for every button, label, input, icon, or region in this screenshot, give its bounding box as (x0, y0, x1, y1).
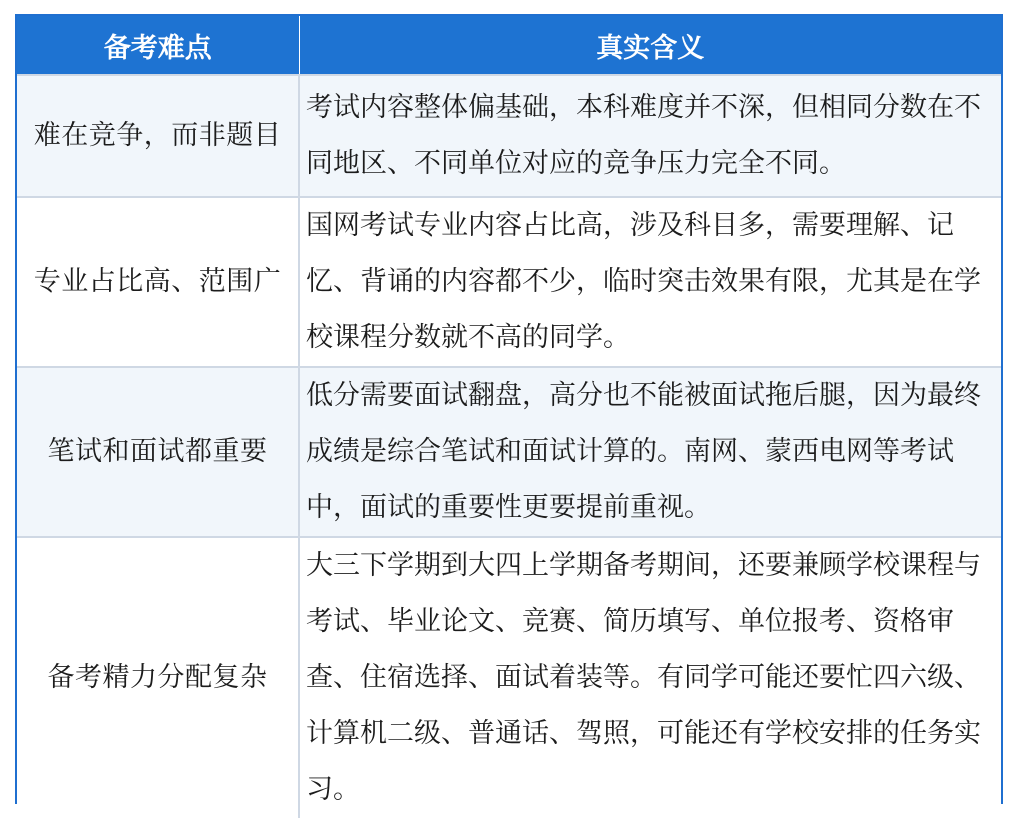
meaning-cell: 低分需要面试翻盘，高分也不能被面试拖后腿，因为最终成绩是综合笔试和面试计算的。南网、蒙西电网等考试中，面试的重要性更要提前重视。 (299, 367, 1001, 537)
comparison-table-container (15, 14, 1003, 804)
header-meaning: 真实含义 (299, 16, 1001, 75)
difficulty-cell: 专业占比高、范围广 (17, 197, 299, 367)
table-header-row (17, 16, 1001, 75)
table-row (17, 75, 1001, 197)
table-row (17, 537, 1001, 818)
header-difficulty: 备考难点 (17, 16, 299, 75)
meaning-cell: 考试内容整体偏基础，本科难度并不深，但相同分数在不同地区、不同单位对应的竞争压力完全不同。 (299, 75, 1001, 197)
difficulty-cell: 难在竞争，而非题目 (17, 75, 299, 197)
difficulty-cell: 笔试和面试都重要 (17, 367, 299, 537)
comparison-table (17, 16, 1001, 818)
meaning-cell: 大三下学期到大四上学期备考期间，还要兼顾学校课程与考试、毕业论文、竞赛、简历填写、单位报考、资格审查、住宿选择、面试着装等。有同学可能还要忙四六级、计算机二级、普通话、驾照，可能还有学校安排的任务实习。 (299, 537, 1001, 818)
table-row (17, 197, 1001, 367)
table-row (17, 367, 1001, 537)
difficulty-cell: 备考精力分配复杂 (17, 537, 299, 818)
meaning-cell: 国网考试专业内容占比高，涉及科目多，需要理解、记忆、背诵的内容都不少，临时突击效果有限，尤其是在学校课程分数就不高的同学。 (299, 197, 1001, 367)
